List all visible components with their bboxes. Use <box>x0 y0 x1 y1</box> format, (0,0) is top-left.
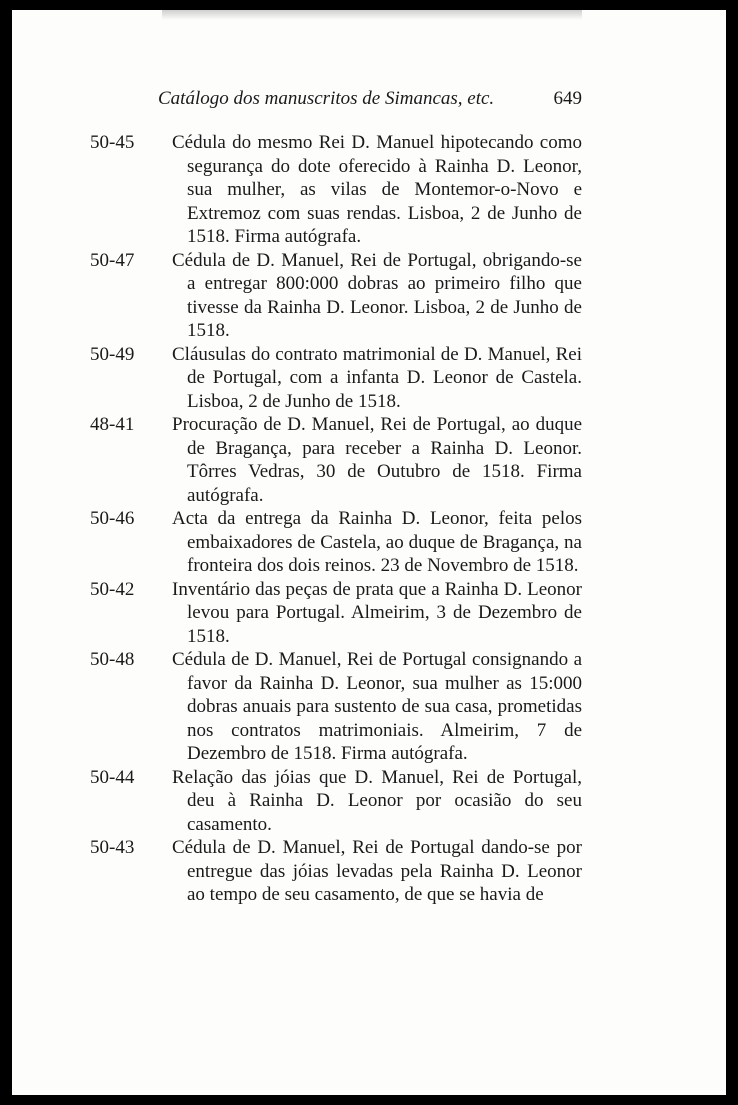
catalog-entry <box>90 343 582 414</box>
catalog-entry <box>90 578 582 649</box>
entry-text: Cédula de D. Manuel, Rei de Portugal dando-se por entregue das jóias levadas pela Rainha D. Leonor ao tempo de seu casamento, de que se havia de <box>172 837 582 905</box>
catalog-entry <box>90 507 582 578</box>
catalog-entries <box>90 131 582 907</box>
entry-number: 50-42 <box>90 578 135 600</box>
catalog-entry <box>90 648 582 766</box>
entry-text: Cédula de D. Manuel, Rei de Portugal, obrigando-se a entregar 800:000 dobras ao primeiro filho que tivesse da Rainha D. Leonor. Lisboa, 2 de Junho de 1518. <box>172 249 582 341</box>
entry-text: Cédula de D. Manuel, Rei de Portugal consignando a favor da Rainha D. Leonor, sua mulher as 15:000 dobras anuais para sustento de sua casa, prometidas nos contratos matrimoniais. Almeirim, 7 de Dezembro de 1518. Firma autógrafa. <box>172 649 582 764</box>
entry-text: Cédula do mesmo Rei D. Manuel hipotecando como segurança do dote oferecido à Rainha D. Leonor, sua mulher, as vilas de Montemor-o-Novo e Extremoz com suas rendas. Lisboa, 2 de Junho de 1518. Firma autógrafa. <box>172 132 582 247</box>
page-number: 649 <box>553 88 582 109</box>
entry-text: Cláusulas do contrato matrimonial de D. Manuel, Rei de Portugal, com a infanta D. Leonor de Castela. Lisboa, 2 de Junho de 1518. <box>172 343 582 412</box>
entry-text: Procuração de D. Manuel, Rei de Portugal, ao duque de Bragança, para receber a Rainha D. Leonor. Tôrres Vedras, 30 de Outubro de 1518. Firma autógrafa. <box>172 414 582 506</box>
entry-number: 50-46 <box>90 508 135 529</box>
catalog-entry <box>90 131 582 249</box>
entry-number: 50-47 <box>90 249 135 271</box>
page-header <box>158 88 582 110</box>
entry-number: 48-41 <box>90 414 135 435</box>
catalog-entry <box>90 766 582 837</box>
running-title: Catálogo dos manuscritos de Simancas, etc. <box>158 88 495 109</box>
catalog-entry <box>90 413 582 507</box>
book-page <box>12 10 726 1095</box>
entry-text: Acta da entrega da Rainha D. Leonor, feita pelos embaixadores de Castela, ao duque de Bragança, na fronteira dos dois reinos. 23 de Novembro de 1518. <box>172 508 582 576</box>
entry-number: 50-49 <box>90 343 135 365</box>
entry-number: 50-44 <box>90 766 135 788</box>
entry-number: 50-48 <box>90 649 135 670</box>
entry-text: Inventário das peças de prata que a Rainha D. Leonor levou para Portugal. Almeirim, 3 de Dezembro de 1518. <box>172 578 582 647</box>
catalog-entry <box>90 836 582 907</box>
entry-number: 50-43 <box>90 837 135 858</box>
entry-text: Relação das jóias que D. Manuel, Rei de Portugal, deu à Rainha D. Leonor por ocasião do seu casamento. <box>172 766 582 835</box>
scan-smudge <box>162 10 582 20</box>
catalog-entry <box>90 249 582 343</box>
entry-number: 50-45 <box>90 132 135 153</box>
